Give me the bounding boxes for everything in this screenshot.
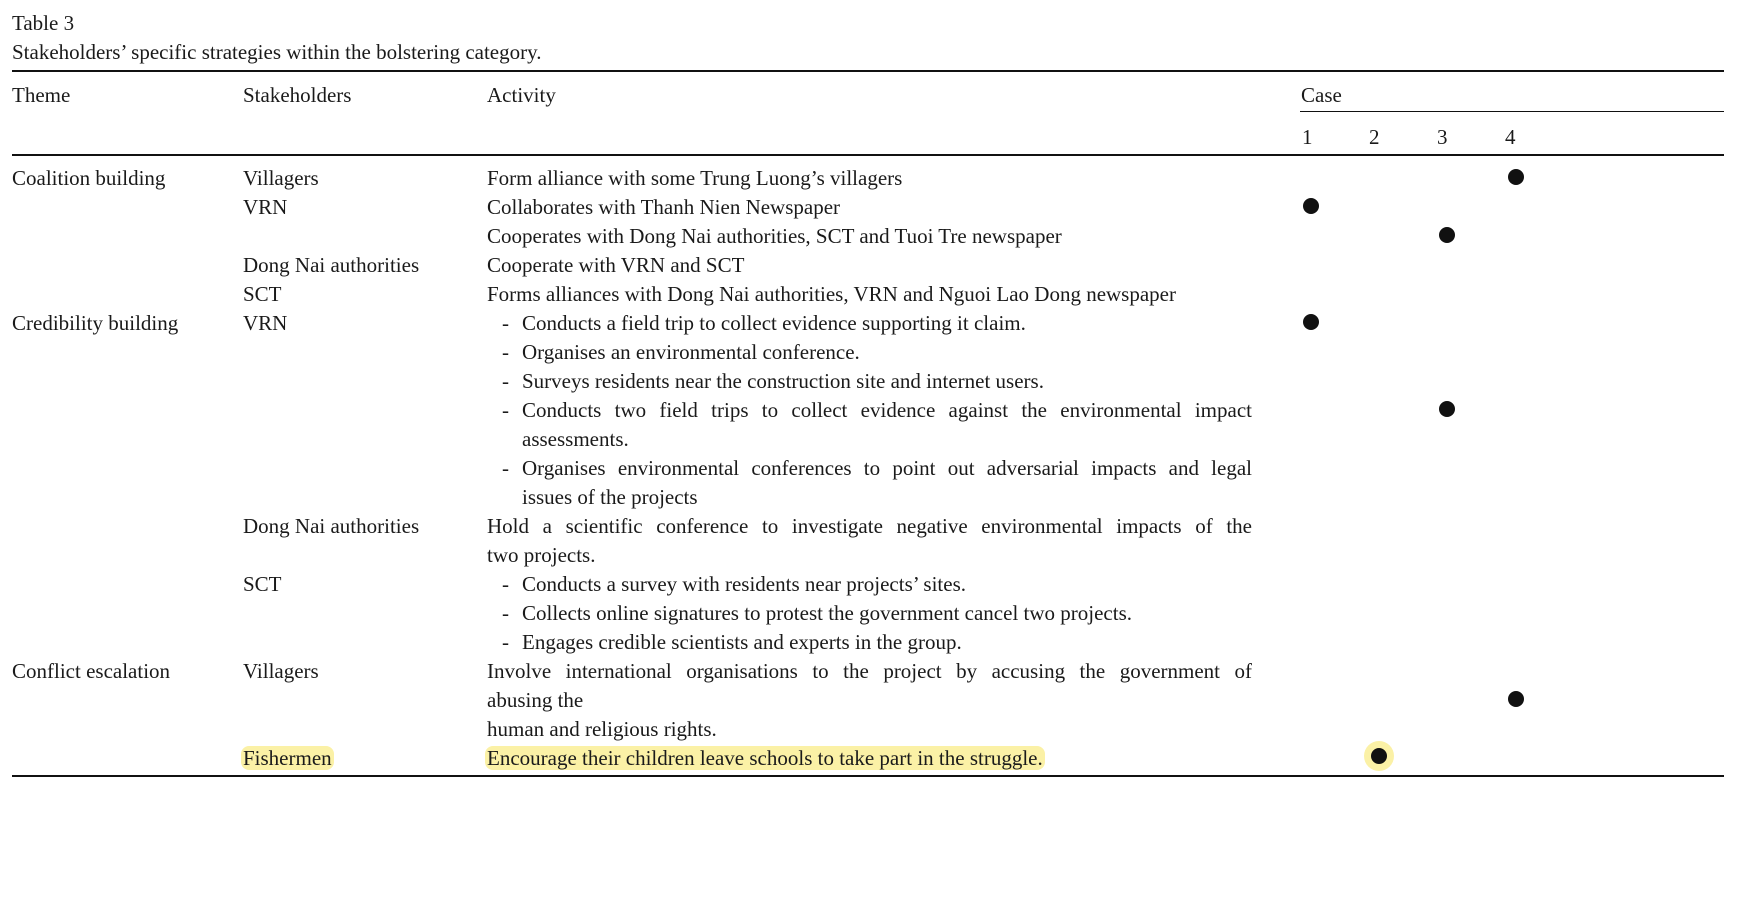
- case-dot-icon: [1439, 227, 1455, 243]
- stakeholder-sct: SCT: [243, 282, 282, 306]
- case-dot-icon: [1508, 169, 1524, 185]
- theme-conflict-escalation: Conflict escalation: [12, 659, 171, 683]
- activity-text: abusing the: [487, 688, 584, 712]
- top-rule: [12, 70, 1724, 72]
- header-case-1: 1: [1302, 125, 1313, 149]
- stakeholder-dong-nai-authorities: Dong Nai authorities: [243, 514, 420, 538]
- activity-bullet-text: Surveys residents near the construction site and internet users.: [522, 369, 1044, 393]
- table-title: Stakeholders’ specific strategies within the bolstering category.: [12, 40, 542, 64]
- case-subrule: [1300, 111, 1724, 112]
- stakeholder-fishermen: [243, 745, 334, 771]
- highlight: Encourage their children leave schools to take part in the struggle.: [487, 746, 1043, 770]
- activity-bullet-text: Conducts a survey with residents near projects’ sites.: [522, 572, 967, 596]
- bottom-rule: [12, 775, 1724, 777]
- activity-bullet-text: Collects online signatures to protest the government cancel two projects.: [522, 601, 1133, 625]
- activity-bullet-text: assessments.: [522, 427, 629, 451]
- activity-text: Hold a scientific conference to investigate negative environmental impacts of the: [487, 514, 1252, 538]
- header-theme: Theme: [12, 83, 71, 107]
- header-case-3: 3: [1437, 125, 1448, 149]
- table-label: Table 3: [12, 11, 75, 35]
- stakeholder-dong-nai-authorities: Dong Nai authorities: [243, 253, 420, 277]
- highlight: Fishermen: [243, 746, 332, 770]
- case-dot-icon: [1371, 748, 1387, 764]
- header-rule: [12, 154, 1724, 156]
- bullet-dash: -: [502, 601, 509, 625]
- stakeholder-villagers: Villagers: [243, 659, 319, 683]
- bullet-dash: -: [502, 369, 509, 393]
- activity-bullet-text: Engages credible scientists and experts in the group.: [522, 630, 962, 654]
- stakeholder-vrn: VRN: [243, 195, 288, 219]
- activity-text: Forms alliances with Dong Nai authorities, VRN and Nguoi Lao Dong newspaper: [487, 282, 1176, 306]
- activity-text: two projects.: [487, 543, 596, 567]
- case-dot-icon: [1303, 314, 1319, 330]
- header-case: Case: [1301, 83, 1342, 107]
- activity-text: Cooperates with Dong Nai authorities, SCT and Tuoi Tre newspaper: [487, 224, 1062, 248]
- activity-bullet-text: Organises an environmental conference.: [522, 340, 860, 364]
- activity-bullet-text: Organises environmental conferences to point out adversarial impacts and legal: [522, 456, 1252, 480]
- header-activity: Activity: [487, 83, 556, 107]
- header-case-2: 2: [1369, 125, 1380, 149]
- theme-coalition-building: Coalition building: [12, 166, 166, 190]
- case-dot-icon: [1303, 198, 1319, 214]
- activity-text: human and religious rights.: [487, 717, 717, 741]
- activity-bullet-text: Conducts two field trips to collect evidence against the environmental impact: [522, 398, 1252, 422]
- bullet-dash: -: [502, 398, 509, 422]
- bullet-dash: -: [502, 311, 509, 335]
- activity-bullet-text: Conducts a field trip to collect evidence supporting it claim.: [522, 311, 1026, 335]
- bullet-dash: -: [502, 630, 509, 654]
- activity-text: Involve international organisations to the project by accusing the government of: [487, 659, 1252, 683]
- bullet-dash: -: [502, 340, 509, 364]
- activity-text: Form alliance with some Trung Luong’s villagers: [487, 166, 903, 190]
- activity-bullet-text: issues of the projects: [522, 485, 698, 509]
- bullet-dash: -: [502, 572, 509, 596]
- activity-text: Cooperate with VRN and SCT: [487, 253, 745, 277]
- case-dot-icon: [1439, 401, 1455, 417]
- activity-text-highlighted: [487, 745, 1045, 771]
- header-stakeholders: Stakeholders: [243, 83, 352, 107]
- case-dot-icon: [1508, 691, 1524, 707]
- header-case-4: 4: [1505, 125, 1516, 149]
- theme-credibility-building: Credibility building: [12, 311, 179, 335]
- stakeholder-vrn: VRN: [243, 311, 288, 335]
- bullet-dash: -: [502, 456, 509, 480]
- stakeholder-villagers: Villagers: [243, 166, 319, 190]
- activity-text: Collaborates with Thanh Nien Newspaper: [487, 195, 841, 219]
- stakeholder-sct: SCT: [243, 572, 282, 596]
